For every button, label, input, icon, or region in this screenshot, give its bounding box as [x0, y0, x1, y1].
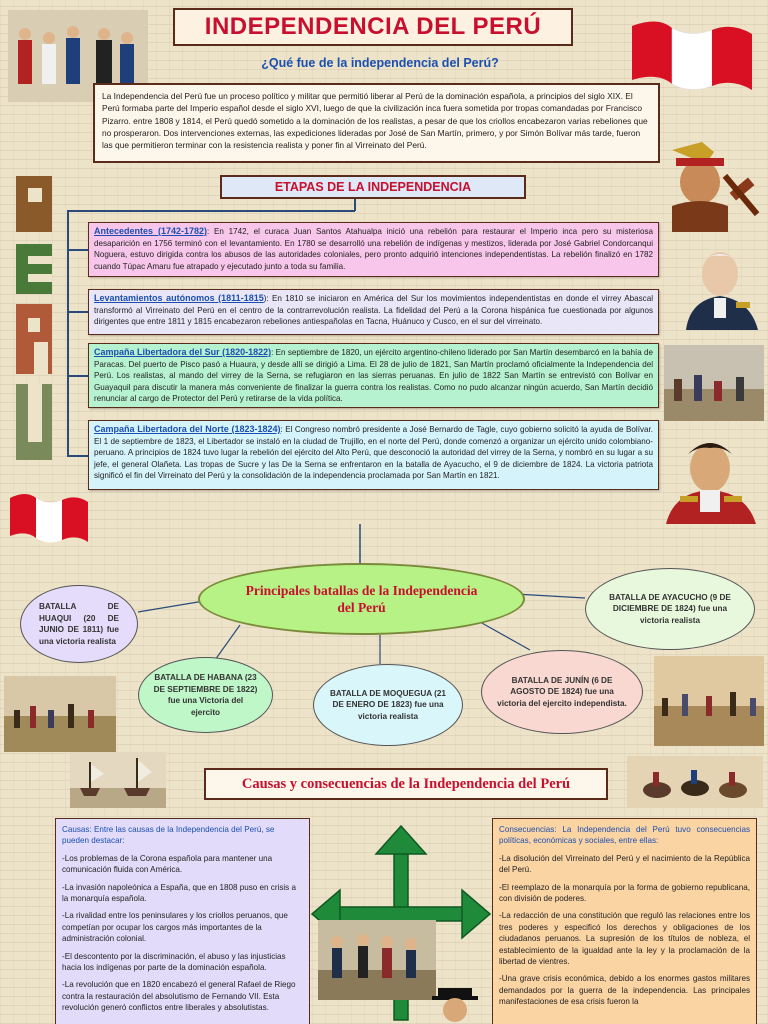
- cause-item: -La rivalidad entre los peninsulares y los criollos peruanos, que competían por ocupar los cargos más importantes de la administración colonial.: [62, 911, 288, 944]
- battle-painting-right: [654, 656, 764, 746]
- cause-item: -La revolución que en 1820 encabezó el general Rafael de Riego contra la restauración del absolutismo de Fernando VII. Esta revolución generó conflictos entre liberales y absolutistas.: [62, 980, 296, 1013]
- battles-heading: Principales batallas de la Independencia del Perú: [198, 563, 525, 635]
- consequence-item: -Una grave crisis económica, debido a los enormes gastos militares demandados por la guerra de la independencia. Las principales manifestaciones de esa crisis fueron la: [499, 974, 750, 1007]
- historic-scene-painting: [318, 920, 436, 1000]
- consequence-item: -La disolución del Virreinato del Perú y el nacimiento de la República del Perú.: [499, 853, 750, 875]
- causes-heading: Causas y consecuencias de la Independencia del Perú: [204, 768, 608, 800]
- cavalry-painting: [627, 756, 763, 808]
- consequences-intro: Consecuencias: La Independencia del Perú tuvo consecuencias políticas, económicas y sociales, entre ellas:: [499, 825, 750, 846]
- stage-text: : El Congreso nombró presidente a José Bernardo de Tagle, cuyo gobierno solicitó la ayuda de Bolívar. El 1 de septiembre de 1823, el Libertador se instaló en la ciudad de Trujillo, en el norte del Perú, donde comenzó a organizar un ejército unido colombiano-peruano. A principios de 1824 tuvo lugar la rebelión del ejército del Alto Perú, que desconoció la autoridad del virrey de la Serna, y nombró en su lugar a su jefe, el general Olañeta. Las tropas de Sucre y las De la Serna se enfrentaron en la batalla de Ayacucho, el 9 de diciembre de 1824. La victoria patriota significó el fin del Virreinato del Perú y la consolidación de la independencia proclamada por San Martín en 1821.: [94, 425, 653, 481]
- page-subtitle: ¿Qué fue de la independencia del Perú?: [261, 56, 499, 70]
- battle-habana: BATALLA DE HABANA (23 DE SEPTIEMBRE DE 1822) fue una Victoria del ejercito: [138, 657, 273, 733]
- hat-portrait: [430, 984, 480, 1024]
- causes-intro: Causas: Entre las causas de la Independencia del Perú, se pueden destacar:: [62, 825, 275, 846]
- battle-ayacucho: BATALLA DE AYACUCHO (9 DE DICIEMBRE DE 1824) fue una victoria realista: [585, 568, 755, 650]
- cause-item: -La invasión napoleónica a España, que en 1808 puso en crisis a la monarquía española.: [62, 882, 296, 904]
- battle-moquegua: BATALLA DE MOQUEGUA (21 DE ENERO DE 1823) fue una victoria realista: [313, 664, 463, 746]
- page-title: INDEPENDENCIA DEL PERÚ: [173, 8, 573, 46]
- cause-item: -El descontento por la discriminación, el abuso y las injusticias hacia los indígenas por parte de la dominación española.: [62, 951, 286, 973]
- consequence-item: -La redacción de una constitución que reguló las relaciones entre los tres poderes y especificó los derechos y obligaciones de los ciudadanos peruanos. La supresión de los títulos de nobleza, el establecimiento de la igualdad ante la ley y la proclamación de la libertad de vientres.: [499, 911, 750, 967]
- battle-painting-left: [4, 676, 116, 752]
- ships-painting: [70, 752, 166, 808]
- battle-huaqui: BATALLA DE HUAQUI (20 DE JUNIO DE 1811) fue una victoria realista: [20, 585, 138, 663]
- stage-heading: Antecedentes (1742-1782): [94, 226, 208, 236]
- consequences-box: [492, 818, 757, 1024]
- stage-heading: Levantamientos autónomos (1811-1815: [94, 293, 264, 303]
- stages-heading: ETAPAS DE LA INDEPENDENCIA: [220, 175, 526, 199]
- stage-heading: Campaña Libertadora del Norte (1823-1824): [94, 424, 281, 434]
- intro-paragraph: La Independencia del Perú fue un proceso político y militar que permitió liberar al Perú de la dominación española, a principios del siglo XIX. El Perú formaba parte del Imperio español desde el siglo XVI, luego de que la civilización inca fuera sometida por tropas comandadas por Francisco Pizarro. entre 1808 y 1814, el Perú quedó sometido a la dominación de los realistas, a pesar de que los criollos encabezaron varias rebeliones que no prosperaron. Dos intervenciones externas, las expediciones lideradas por José de San Martín, primero, y por Simón Bolívar más tarde, fueron las que permitieron terminar con la resistencia realista y poner fin al Virreinato del Perú.: [93, 83, 660, 163]
- stage-text: : En 1742, el curaca Juan Santos Atahualpa inició una rebelión para restaurar el Imperio inca pero su misteriosa desaparición en 1756 terminó con el levantamiento. En 1780 se desarrolló una rebelión de indígenas y mestizos, liderada por José Gabriel Condorcanqui Noguera, estuvo dirigida contra los abusos de las autoridades coloniales, pero pronto adquirió intenciones independentistas. La rebelión finalizó en 1782 cuando Túpac Amaru fue atrapado y ejecutado junto a toda su familia.: [94, 227, 654, 271]
- battle-junin: BATALLA DE JUNÍN (6 DE AGOSTO DE 1824) fue una victoria del ejercito independista.: [481, 650, 643, 734]
- cause-item: -Los problemas de la Corona española para mantener una comunicación fluida con América.: [62, 853, 273, 875]
- consequence-item: -El reemplazo de la monarquía por la forma de gobierno republicana, con división de poderes.: [499, 882, 750, 904]
- stage-text: ): En 1810 se iniciaron en América del Sur los movimientos independentistas en donde el virrey Abascal transformó al Virreinato del Perú en el centro de la contrarrevolución realista. La fidelidad del Perú a la Corona hispánica fue cuestionada por algunos dirigentes que entre 1811 y 1815 encabezaron rebeliones antiespañolas en Tacna, Huánuco y Cusco, en el sur del virreinato.: [94, 294, 653, 327]
- causes-box: [55, 818, 310, 1024]
- stage-text: : En septiembre de 1820, un ejército argentino-chileno liderado por San Martín desembarcó en la bahía de Paracas. Del puerto de Pisco pasó a Huaura, y desde allí se dirigió a Lima. El 28 de julio de 1821, San Martín proclamó oficialmente la Independencia del Perú. Los realistas, al mando del virrey de la Serna, se refugiaron en las sierras peruanas. En julio de 1822 San Martín se entrevistó con Bolívar en Guayaquil para discutir la manera más conveniente de finalizar la guerra contra los realistas. Como no pudo alcanzar ningún acuerdo, San Martín decidió renunciar al cargo de Protector del Perú y retirarse de la vida política.: [94, 348, 653, 404]
- stage-heading: Campaña Libertadora del Sur (1820-1822): [94, 347, 272, 357]
